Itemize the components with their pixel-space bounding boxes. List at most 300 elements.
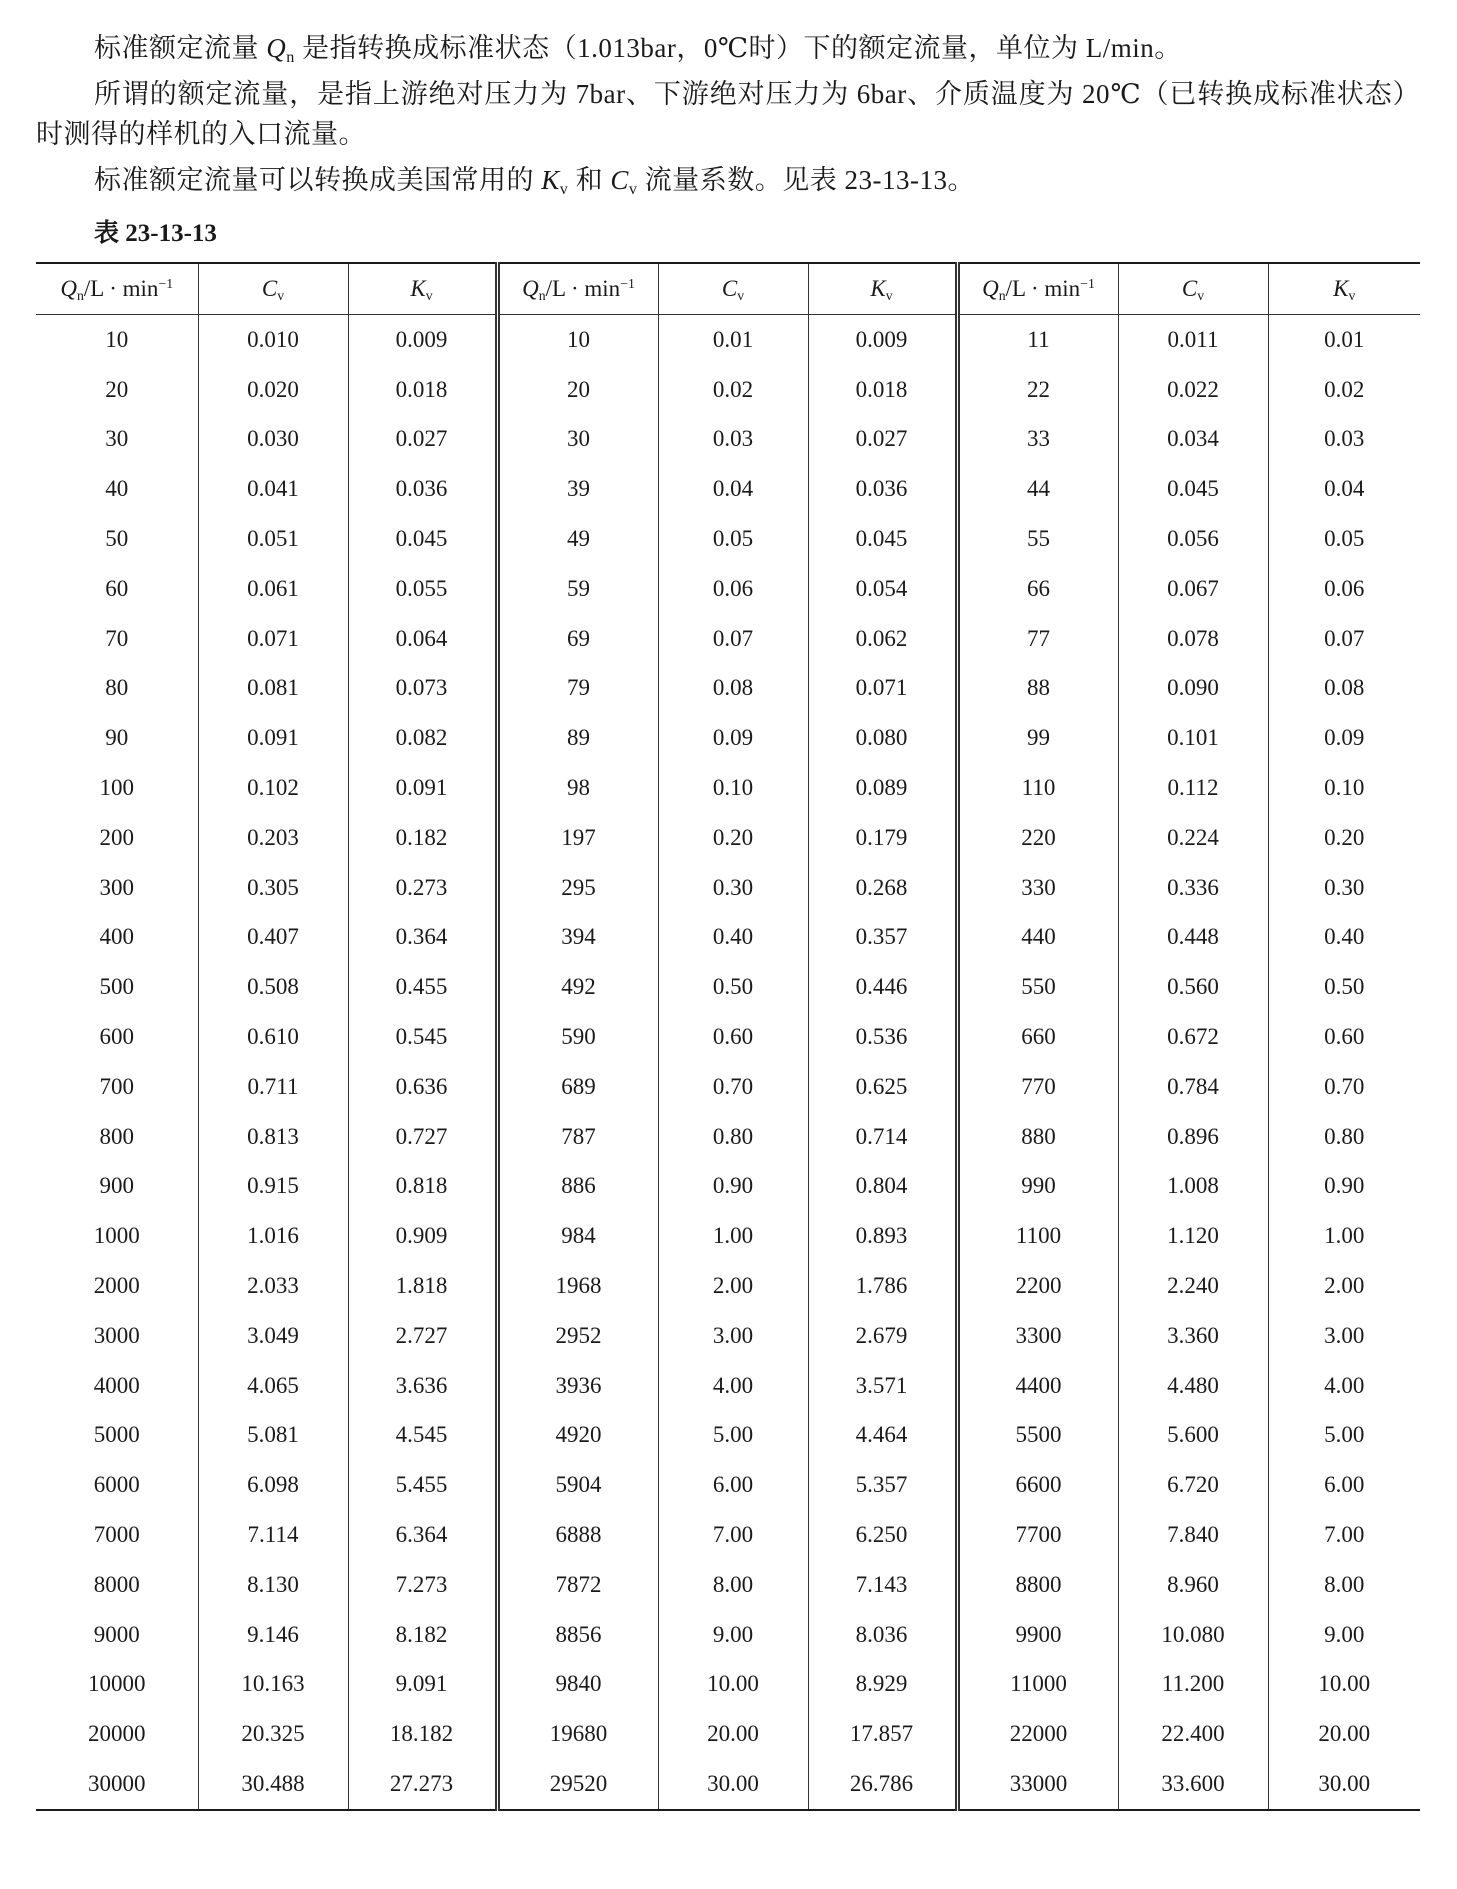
table-cell-qn: 50 [36,514,198,564]
table-cell-kv: 3.00 [1324,1322,1365,1348]
table-cell-qn: 33000 [957,1759,1118,1810]
table-cell-qn: 1968 [497,1261,658,1311]
symbol-subscript: n [286,47,295,66]
table-row [36,913,1420,963]
table-cell-kv: 2.00 [1324,1273,1365,1299]
column-symbol-subscript: v [425,288,433,304]
table-cell-qn: 10 [36,315,198,365]
table-cell-kv: 5.455 [348,1460,497,1510]
table-cell-cv: 0.081 [198,664,348,714]
symbol-kv [541,165,569,198]
table-cell-cv: 0.112 [1118,763,1268,813]
table-cell-kv: 0.062 [808,614,957,664]
table-cell-qn: 880 [957,1112,1118,1162]
table-cell-qn: 5000 [36,1411,198,1461]
table-cell-kv: 0.90 [1324,1173,1365,1199]
table-cell-kv: 2.727 [348,1311,497,1361]
table-cell-qn: 10000 [36,1660,198,1710]
table-cell-kv: 0.073 [348,664,497,714]
table-cell-qn: 2952 [497,1311,658,1361]
table-cell-qn: 9000 [36,1610,198,1660]
table-cell-cv: 0.056 [1118,514,1268,564]
table-cell-kv: 0.727 [348,1112,497,1162]
table-cell-cv: 0.560 [1118,962,1268,1012]
table-cell-kv: 0.082 [348,713,497,763]
symbol-cv [610,165,638,198]
table-cell-cv: 0.305 [198,863,348,913]
table-cell-qn: 4000 [36,1361,198,1411]
table-cell-qn: 66 [957,564,1118,614]
table-cell-kv: 18.182 [348,1709,497,1759]
table-cell-cv: 33.600 [1118,1759,1268,1810]
table-cell-kv: 0.446 [808,962,957,1012]
table-cell-qn: 295 [497,863,658,913]
table-cell-cv: 0.011 [1118,315,1268,365]
table-cell-kv: 0.04 [1324,476,1365,502]
table-row [36,1361,1420,1411]
table-cell-kv: 8.00 [1324,1571,1365,1597]
table-cell-kv: 10.00 [1318,1671,1371,1697]
table-cell-kv: 0.10 [1324,775,1365,801]
table-cell-qn: 600 [36,1012,198,1062]
table-cell-cv: 0.50 [658,962,808,1012]
table-cell-cv: 1.008 [1118,1162,1268,1212]
table-cell-cv: 0.030 [198,415,348,465]
table-cell-kv: 8.929 [808,1660,957,1710]
paragraph-conversion-note [36,160,1420,200]
table-cell-qn: 330 [957,863,1118,913]
column-symbol: C [721,276,738,301]
table-cell-cv: 0.508 [198,962,348,1012]
table-cell-kv: 0.357 [808,913,957,963]
table-cell-cv: 0.041 [198,464,348,514]
table-cell-cv: 0.05 [658,514,808,564]
column-symbol-subscript: v [737,288,745,304]
table-cell-qn: 900 [36,1162,198,1212]
column-symbol: K [410,276,426,301]
table-cell-qn: 30 [36,415,198,465]
table-cell-qn: 440 [957,913,1118,963]
table-row [36,1211,1420,1261]
table-cell-cv: 6.720 [1118,1460,1268,1510]
table-cell-qn: 20 [36,365,198,415]
table-cell-cv: 0.60 [658,1012,808,1062]
table-cell-cv: 0.067 [1118,564,1268,614]
table-cell-cv: 8.130 [198,1560,348,1610]
table-row [36,962,1420,1012]
column-unit: /L · min [83,276,159,301]
table-cell-kv: 20.00 [1318,1721,1371,1747]
table-row [36,713,1420,763]
column-symbol-subscript: n [77,288,84,304]
table-cell-qn: 77 [957,614,1118,664]
table-cell-kv: 9.00 [1324,1621,1365,1647]
column-symbol-subscript: v [277,288,285,304]
table-cell-cv: 3.360 [1118,1311,1268,1361]
table-cell-qn: 4920 [497,1411,658,1461]
intro-text [36,28,1420,206]
table-cell-qn: 3936 [497,1361,658,1411]
table-cell-cv: 0.071 [198,614,348,664]
table-row [36,1560,1420,1610]
table-cell-qn: 98 [497,763,658,813]
table-cell-qn: 6000 [36,1460,198,1510]
table-row [36,1112,1420,1162]
table-cell-kv: 0.636 [348,1062,497,1112]
table-cell-cv: 4.480 [1118,1361,1268,1411]
table-cell-cv: 22.400 [1118,1709,1268,1759]
table-cell-qn: 11000 [957,1660,1118,1710]
table-cell-qn: 29520 [497,1759,658,1810]
table-cell-kv: 0.018 [348,365,497,415]
table-cell-kv: 30.00 [1318,1771,1371,1796]
table-cell-cv: 0.07 [658,614,808,664]
table-cell-kv: 0.804 [808,1162,957,1212]
table-cell-kv: 0.045 [808,514,957,564]
table-cell-qn: 110 [957,763,1118,813]
table-cell-qn: 49 [497,514,658,564]
column-symbol-subscript: v [1348,288,1356,304]
column-symbol: K [1333,276,1349,301]
table-cell-kv: 0.40 [1324,924,1365,950]
table-cell-kv: 0.536 [808,1012,957,1062]
table-cell-qn: 8000 [36,1560,198,1610]
table-cell-cv: 0.04 [658,464,808,514]
table-cell-kv: 0.036 [348,464,497,514]
table-row [36,415,1420,465]
table-cell-kv: 0.714 [808,1112,957,1162]
table-cell-cv: 9.146 [198,1610,348,1660]
table-row [36,315,1420,365]
table-cell-cv: 6.098 [198,1460,348,1510]
table-cell-qn: 7872 [497,1560,658,1610]
table-cell-qn: 200 [36,813,198,863]
table-row [36,1709,1420,1759]
table-cell-kv: 0.071 [808,664,957,714]
table-cell-kv: 4.464 [808,1411,957,1461]
table-cell-cv: 0.09 [658,713,808,763]
column-symbol: Q [982,276,999,301]
table-cell-kv: 0.027 [808,415,957,465]
table-cell-kv: 0.893 [808,1211,957,1261]
table-cell-kv: 3.636 [348,1361,497,1411]
table-cell-qn: 44 [957,464,1118,514]
column-symbol-subscript: v [885,288,893,304]
table-cell-cv: 10.080 [1118,1610,1268,1660]
table-cell-cv: 1.120 [1118,1211,1268,1261]
column-symbol: Q [60,276,77,301]
table-cell-kv: 0.054 [808,564,957,614]
table-cell-cv: 7.840 [1118,1510,1268,1560]
column-header-qn [497,263,658,315]
column-symbol: Q [522,276,539,301]
table-cell-cv: 0.102 [198,763,348,813]
table-cell-kv: 27.273 [348,1759,497,1810]
column-unit: /L · min [1005,276,1081,301]
paragraph-text: 是指转换成标准状态（1.013bar，0℃时）下的额定流量，单位为 L/min。 [294,33,1182,63]
table-cell-cv: 0.30 [658,863,808,913]
table-cell-qn: 10 [497,315,658,365]
table-row [36,664,1420,714]
symbol-letter: Q [266,33,287,63]
table-cell-cv: 0.90 [658,1162,808,1212]
paragraph-text: 和 [568,165,611,195]
table-cell-qn: 689 [497,1062,658,1112]
column-header-kv [348,263,497,315]
table-cell-kv: 0.80 [1324,1123,1365,1149]
table-row [36,1759,1420,1810]
table-cell-kv: 0.06 [1324,575,1365,601]
symbol-subscript: v [628,179,638,198]
table-cell-kv: 0.70 [1324,1073,1365,1099]
table-cell-kv: 1.786 [808,1261,957,1311]
table-cell-qn: 1000 [36,1211,198,1261]
table-cell-cv: 0.813 [198,1112,348,1162]
table-cell-qn: 550 [957,962,1118,1012]
table-cell-cv: 0.672 [1118,1012,1268,1062]
table-cell-cv: 0.784 [1118,1062,1268,1112]
table-cell-cv: 0.078 [1118,614,1268,664]
table-cell-kv: 8.182 [348,1610,497,1660]
table-cell-kv: 26.786 [808,1759,957,1810]
table-cell-cv: 0.896 [1118,1112,1268,1162]
table-cell-cv: 3.00 [658,1311,808,1361]
table-cell-kv: 2.679 [808,1311,957,1361]
table-cell-cv: 20.00 [658,1709,808,1759]
table-cell-cv: 0.40 [658,913,808,963]
paragraph-standard-rated-flow [36,28,1420,68]
symbol-letter: C [610,165,629,195]
table-header-row [36,263,1420,315]
table-cell-cv: 0.06 [658,564,808,614]
table-row [36,863,1420,913]
table-cell-cv: 8.960 [1118,1560,1268,1610]
table-cell-kv: 0.064 [348,614,497,664]
table-cell-kv: 6.00 [1324,1472,1365,1498]
table-cell-qn: 69 [497,614,658,664]
table-cell-kv: 7.143 [808,1560,957,1610]
column-header-cv [658,263,808,315]
table-cell-qn: 80 [36,664,198,714]
table-cell-kv: 0.027 [348,415,497,465]
table-cell-qn: 20000 [36,1709,198,1759]
table-cell-kv: 0.818 [348,1162,497,1212]
table-cell-qn: 492 [497,962,658,1012]
table-row [36,365,1420,415]
table-cell-kv: 0.05 [1324,526,1365,552]
table-cell-cv: 0.610 [198,1012,348,1062]
table-row [36,1510,1420,1560]
table-cell-qn: 3000 [36,1311,198,1361]
table-cell-qn: 99 [957,713,1118,763]
table-cell-kv: 0.182 [348,813,497,863]
table-cell-qn: 5904 [497,1460,658,1510]
table-cell-kv: 4.545 [348,1411,497,1461]
table-cell-cv: 3.049 [198,1311,348,1361]
table-cell-kv: 8.036 [808,1610,957,1660]
table-cell-cv: 7.114 [198,1510,348,1560]
table-cell-kv: 1.00 [1324,1223,1365,1249]
table-cell-cv: 0.061 [198,564,348,614]
column-header-kv [1268,263,1420,315]
table-cell-qn: 100 [36,763,198,813]
table-cell-qn: 90 [36,713,198,763]
table-cell-kv: 0.01 [1324,326,1365,352]
column-unit: /L · min [545,276,621,301]
table-cell-kv: 0.273 [348,863,497,913]
column-symbol: C [1181,276,1198,301]
table-cell-cv: 0.203 [198,813,348,863]
table-cell-cv: 0.448 [1118,913,1268,963]
table-cell-qn: 55 [957,514,1118,564]
table-cell-kv: 0.03 [1324,426,1365,452]
table-cell-qn: 660 [957,1012,1118,1062]
table-cell-cv: 9.00 [658,1610,808,1660]
table-cell-cv: 0.045 [1118,464,1268,514]
table-cell-cv: 0.10 [658,763,808,813]
table-cell-qn: 400 [36,913,198,963]
column-unit-exponent: −1 [158,276,174,292]
table-cell-cv: 0.711 [198,1062,348,1112]
table-cell-kv: 0.091 [348,763,497,813]
table-cell-qn: 22000 [957,1709,1118,1759]
column-header-cv [1118,263,1268,315]
table-cell-kv: 9.091 [348,1660,497,1710]
table-cell-cv: 0.03 [658,415,808,465]
table-row [36,1162,1420,1212]
table-cell-cv: 0.010 [198,315,348,365]
table-cell-kv: 17.857 [808,1709,957,1759]
table-cell-kv: 0.080 [808,713,957,763]
table-cell-kv: 0.909 [348,1211,497,1261]
table-body [36,315,1420,1810]
table-cell-cv: 0.336 [1118,863,1268,913]
table-cell-kv: 0.364 [348,913,497,963]
table-row [36,1460,1420,1510]
table-cell-kv: 0.50 [1324,974,1365,1000]
table-row [36,1660,1420,1710]
table-cell-qn: 2200 [957,1261,1118,1311]
column-header-qn [957,263,1118,315]
table-cell-qn: 59 [497,564,658,614]
table-cell-cv: 0.80 [658,1112,808,1162]
table-row [36,1062,1420,1112]
table-cell-kv: 7.00 [1324,1522,1365,1548]
table-cell-kv: 0.60 [1324,1024,1365,1050]
table-cell-kv: 0.018 [808,365,957,415]
table-cell-kv: 7.273 [348,1560,497,1610]
table-cell-qn: 70 [36,614,198,664]
table-cell-qn: 20 [497,365,658,415]
table-cell-qn: 300 [36,863,198,913]
table-caption: 表 23-13-13 [94,220,217,247]
table-cell-qn: 394 [497,913,658,963]
table-cell-qn: 2000 [36,1261,198,1311]
table-cell-qn: 11 [957,315,1118,365]
table-cell-kv: 0.07 [1324,625,1365,651]
table-cell-cv: 0.01 [658,315,808,365]
table-cell-cv: 0.022 [1118,365,1268,415]
table-cell-qn: 6888 [497,1510,658,1560]
table-cell-kv: 0.036 [808,464,957,514]
flow-coefficient-table [36,262,1420,1811]
symbol-qn [266,33,295,66]
table-cell-kv: 0.20 [1324,824,1365,850]
table-cell-qn: 197 [497,813,658,863]
table-cell-kv: 0.455 [348,962,497,1012]
table-cell-qn: 886 [497,1162,658,1212]
table-cell-qn: 8856 [497,1610,658,1660]
table-cell-cv: 5.081 [198,1411,348,1461]
column-header-qn [36,263,198,315]
table-cell-kv: 0.268 [808,863,957,913]
table-cell-cv: 0.02 [658,365,808,415]
table-cell-cv: 0.091 [198,713,348,763]
table-cell-qn: 770 [957,1062,1118,1112]
table-cell-qn: 88 [957,664,1118,714]
table-cell-cv: 20.325 [198,1709,348,1759]
table-cell-cv: 1.00 [658,1211,808,1261]
table-cell-cv: 30.00 [658,1759,808,1810]
table-head [36,263,1420,315]
table-cell-kv: 6.250 [808,1510,957,1560]
table-cell-qn: 9900 [957,1610,1118,1660]
table-row [36,514,1420,564]
table-row [36,1261,1420,1311]
table-cell-kv: 0.055 [348,564,497,614]
table-cell-cv: 30.488 [198,1759,348,1810]
table-cell-kv: 0.009 [808,315,957,365]
table-cell-cv: 4.00 [658,1361,808,1411]
table-cell-kv: 0.009 [348,315,497,365]
table-cell-qn: 30 [497,415,658,465]
table-cell-kv: 0.09 [1324,725,1365,751]
table-row [36,763,1420,813]
table-cell-cv: 0.915 [198,1162,348,1212]
table-cell-cv: 11.200 [1118,1660,1268,1710]
paragraph-text: 流量系数。见表 23-13-13。 [637,165,975,195]
column-header-kv [808,263,957,315]
table-cell-kv: 0.179 [808,813,957,863]
table-cell-kv: 1.818 [348,1261,497,1311]
column-unit-exponent: −1 [620,276,635,292]
table-cell-qn: 7700 [957,1510,1118,1560]
table-cell-kv: 0.30 [1324,874,1365,900]
table-cell-qn: 33 [957,415,1118,465]
table-cell-qn: 590 [497,1012,658,1062]
table-cell-cv: 0.051 [198,514,348,564]
table-cell-cv: 0.20 [658,813,808,863]
table-cell-cv: 0.034 [1118,415,1268,465]
table-cell-cv: 4.065 [198,1361,348,1411]
column-symbol: C [261,276,278,301]
column-symbol-subscript: n [538,288,546,304]
table-cell-cv: 5.600 [1118,1411,1268,1461]
paragraph-rated-flow-definition: 所谓的额定流量，是指上游绝对压力为 7bar、下游绝对压力为 6bar、介质温度为 20℃（已转换成标准状态）时测得的样机的入口流量。 [36,79,1420,149]
table-cell-cv: 0.407 [198,913,348,963]
table-cell-cv: 1.016 [198,1211,348,1261]
table-cell-qn: 984 [497,1211,658,1261]
table-cell-cv: 2.033 [198,1261,348,1311]
table-cell-cv: 0.020 [198,365,348,415]
table-row [36,813,1420,863]
table-cell-kv: 0.02 [1324,376,1365,402]
table-cell-qn: 40 [36,464,198,514]
table-cell-kv: 3.571 [808,1361,957,1411]
table-cell-cv: 6.00 [658,1460,808,1510]
table-cell-cv: 10.00 [658,1660,808,1710]
table-cell-cv: 2.00 [658,1261,808,1311]
